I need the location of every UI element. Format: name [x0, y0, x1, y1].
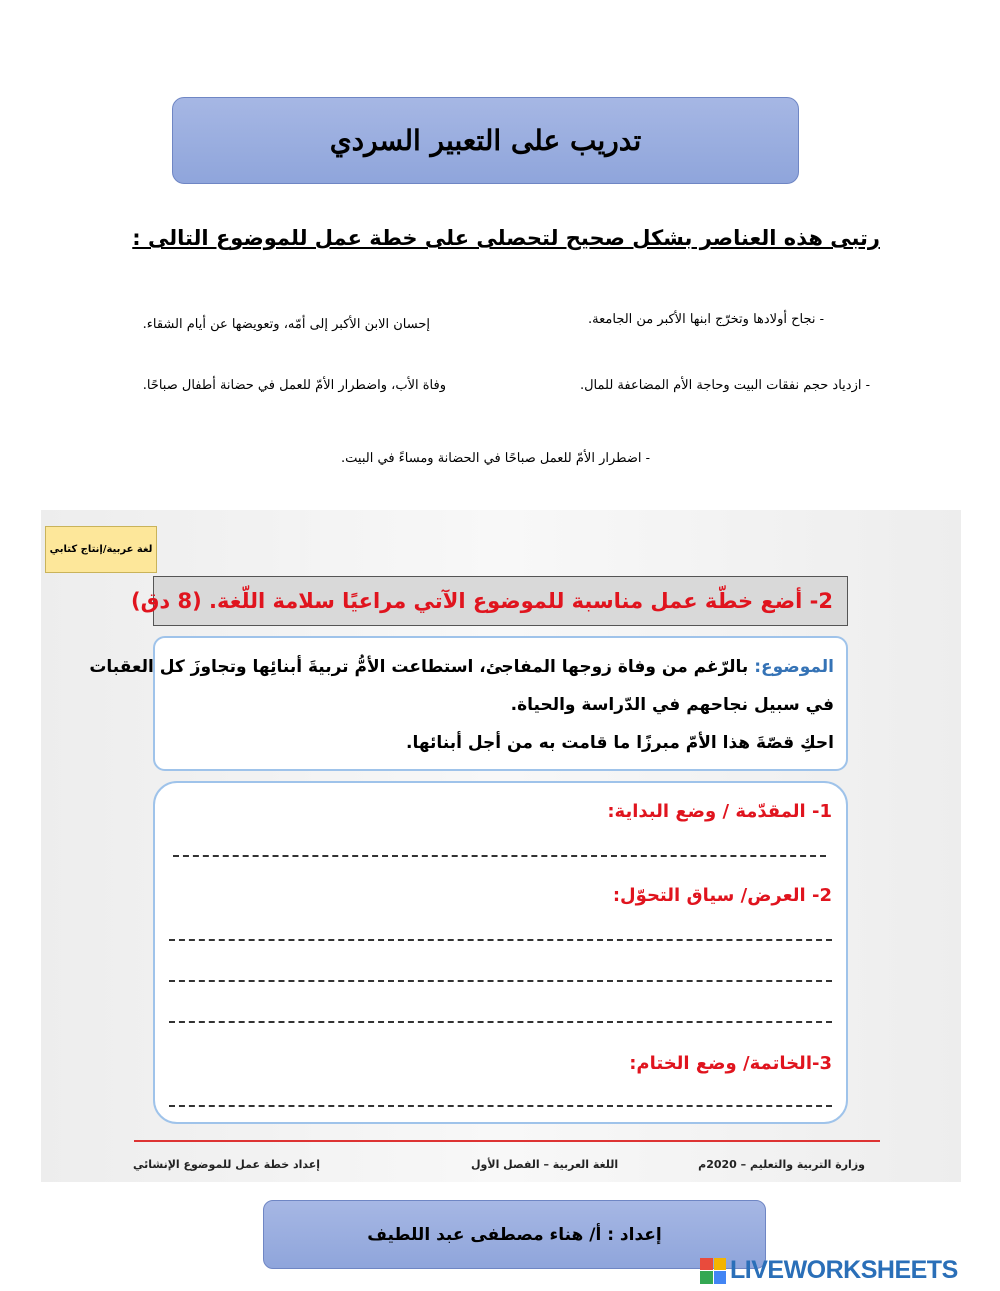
plan-box — [153, 781, 848, 1124]
subject-badge: لغة عربية/إنتاج كتابي — [45, 526, 157, 573]
plan-element[interactable]: - اضطرار الأمّ للعمل صباحًا في الحضانة ومساءً في البيت. — [341, 451, 650, 466]
worksheet-image — [41, 510, 961, 1182]
plan-element[interactable]: - ازدياد حجم نفقات البيت وحاجة الأم المضاعفة للمال. — [579, 378, 870, 393]
logo-square — [714, 1258, 727, 1271]
author-banner — [263, 1200, 766, 1269]
footer-title: إعداد خطة عمل للموضوع الإنشائي — [133, 1158, 320, 1171]
footer-subject: اللغة العربية – الفصل الأول — [471, 1158, 619, 1171]
topic-text: بالرّغم من وفاة زوجها المفاجئ، استطاعت الأمُّ تربيةَ أبنائِها وتجاوزَ كل العقبات — [89, 657, 755, 677]
liveworksheets-text: LIVEWORKSHEETS — [730, 1256, 958, 1284]
section-conclusion: 3-الخاتمة/ وضع الختام: — [629, 1053, 832, 1074]
topic-line-3: احكِ قصّةَ هذا الأمّ مبرزًا ما قامت به من أجل أبنائها. — [405, 733, 834, 753]
question-text: 2- أضع خطّة عمل مناسبة للموضوع الآتي مراعيًا سلامة اللّغة. (8 دق) — [131, 589, 833, 613]
answer-line[interactable] — [169, 939, 832, 941]
plan-element[interactable]: وفاة الأب، واضطرار الأمّ للعمل في حضانة أطفال صباحًا. — [142, 378, 446, 393]
plan-element[interactable]: إحسان الابن الأكبر إلى أمّه، وتعويضها عن أيام الشقاء. — [142, 317, 430, 332]
question-box — [131, 576, 848, 626]
section-body: 2- العرض/ سياق التحوّل: — [612, 885, 832, 906]
footer-divider — [134, 1140, 880, 1142]
footer-ministry: وزارة التربية والتعليم – 2020م — [698, 1158, 865, 1171]
topic-line-1 — [89, 648, 834, 686]
instruction-text: رتبى هذه العناصر بشكل صحيح لتحصلى على خطة عمل للموضوع التالى : — [132, 226, 880, 250]
logo-square — [700, 1271, 713, 1284]
liveworksheets-mark-icon — [700, 1258, 726, 1284]
logo-square — [700, 1258, 713, 1271]
author-text: إعداد : أ/ هناء مصطفى عبد اللطيف — [367, 1224, 662, 1245]
title-banner — [172, 97, 799, 184]
logo-square — [714, 1271, 727, 1284]
topic-line-2: في سبيل نجاحهم في الدّراسة والحياة. — [510, 695, 834, 715]
section-intro: 1- المقدّمة / وضع البداية: — [607, 801, 832, 822]
answer-line[interactable] — [169, 1105, 832, 1107]
liveworksheets-logo — [700, 1256, 958, 1285]
topic-box — [89, 636, 848, 771]
answer-line[interactable] — [173, 855, 826, 857]
plan-element[interactable]: - نجاح أولادها وتخرّج ابنها الأكبر من الجامعة. — [588, 312, 824, 327]
topic-label: الموضوع: — [754, 657, 834, 677]
page-title: تدريب على التعبير السردي — [329, 124, 642, 157]
answer-line[interactable] — [169, 980, 832, 982]
answer-line[interactable] — [169, 1021, 832, 1023]
